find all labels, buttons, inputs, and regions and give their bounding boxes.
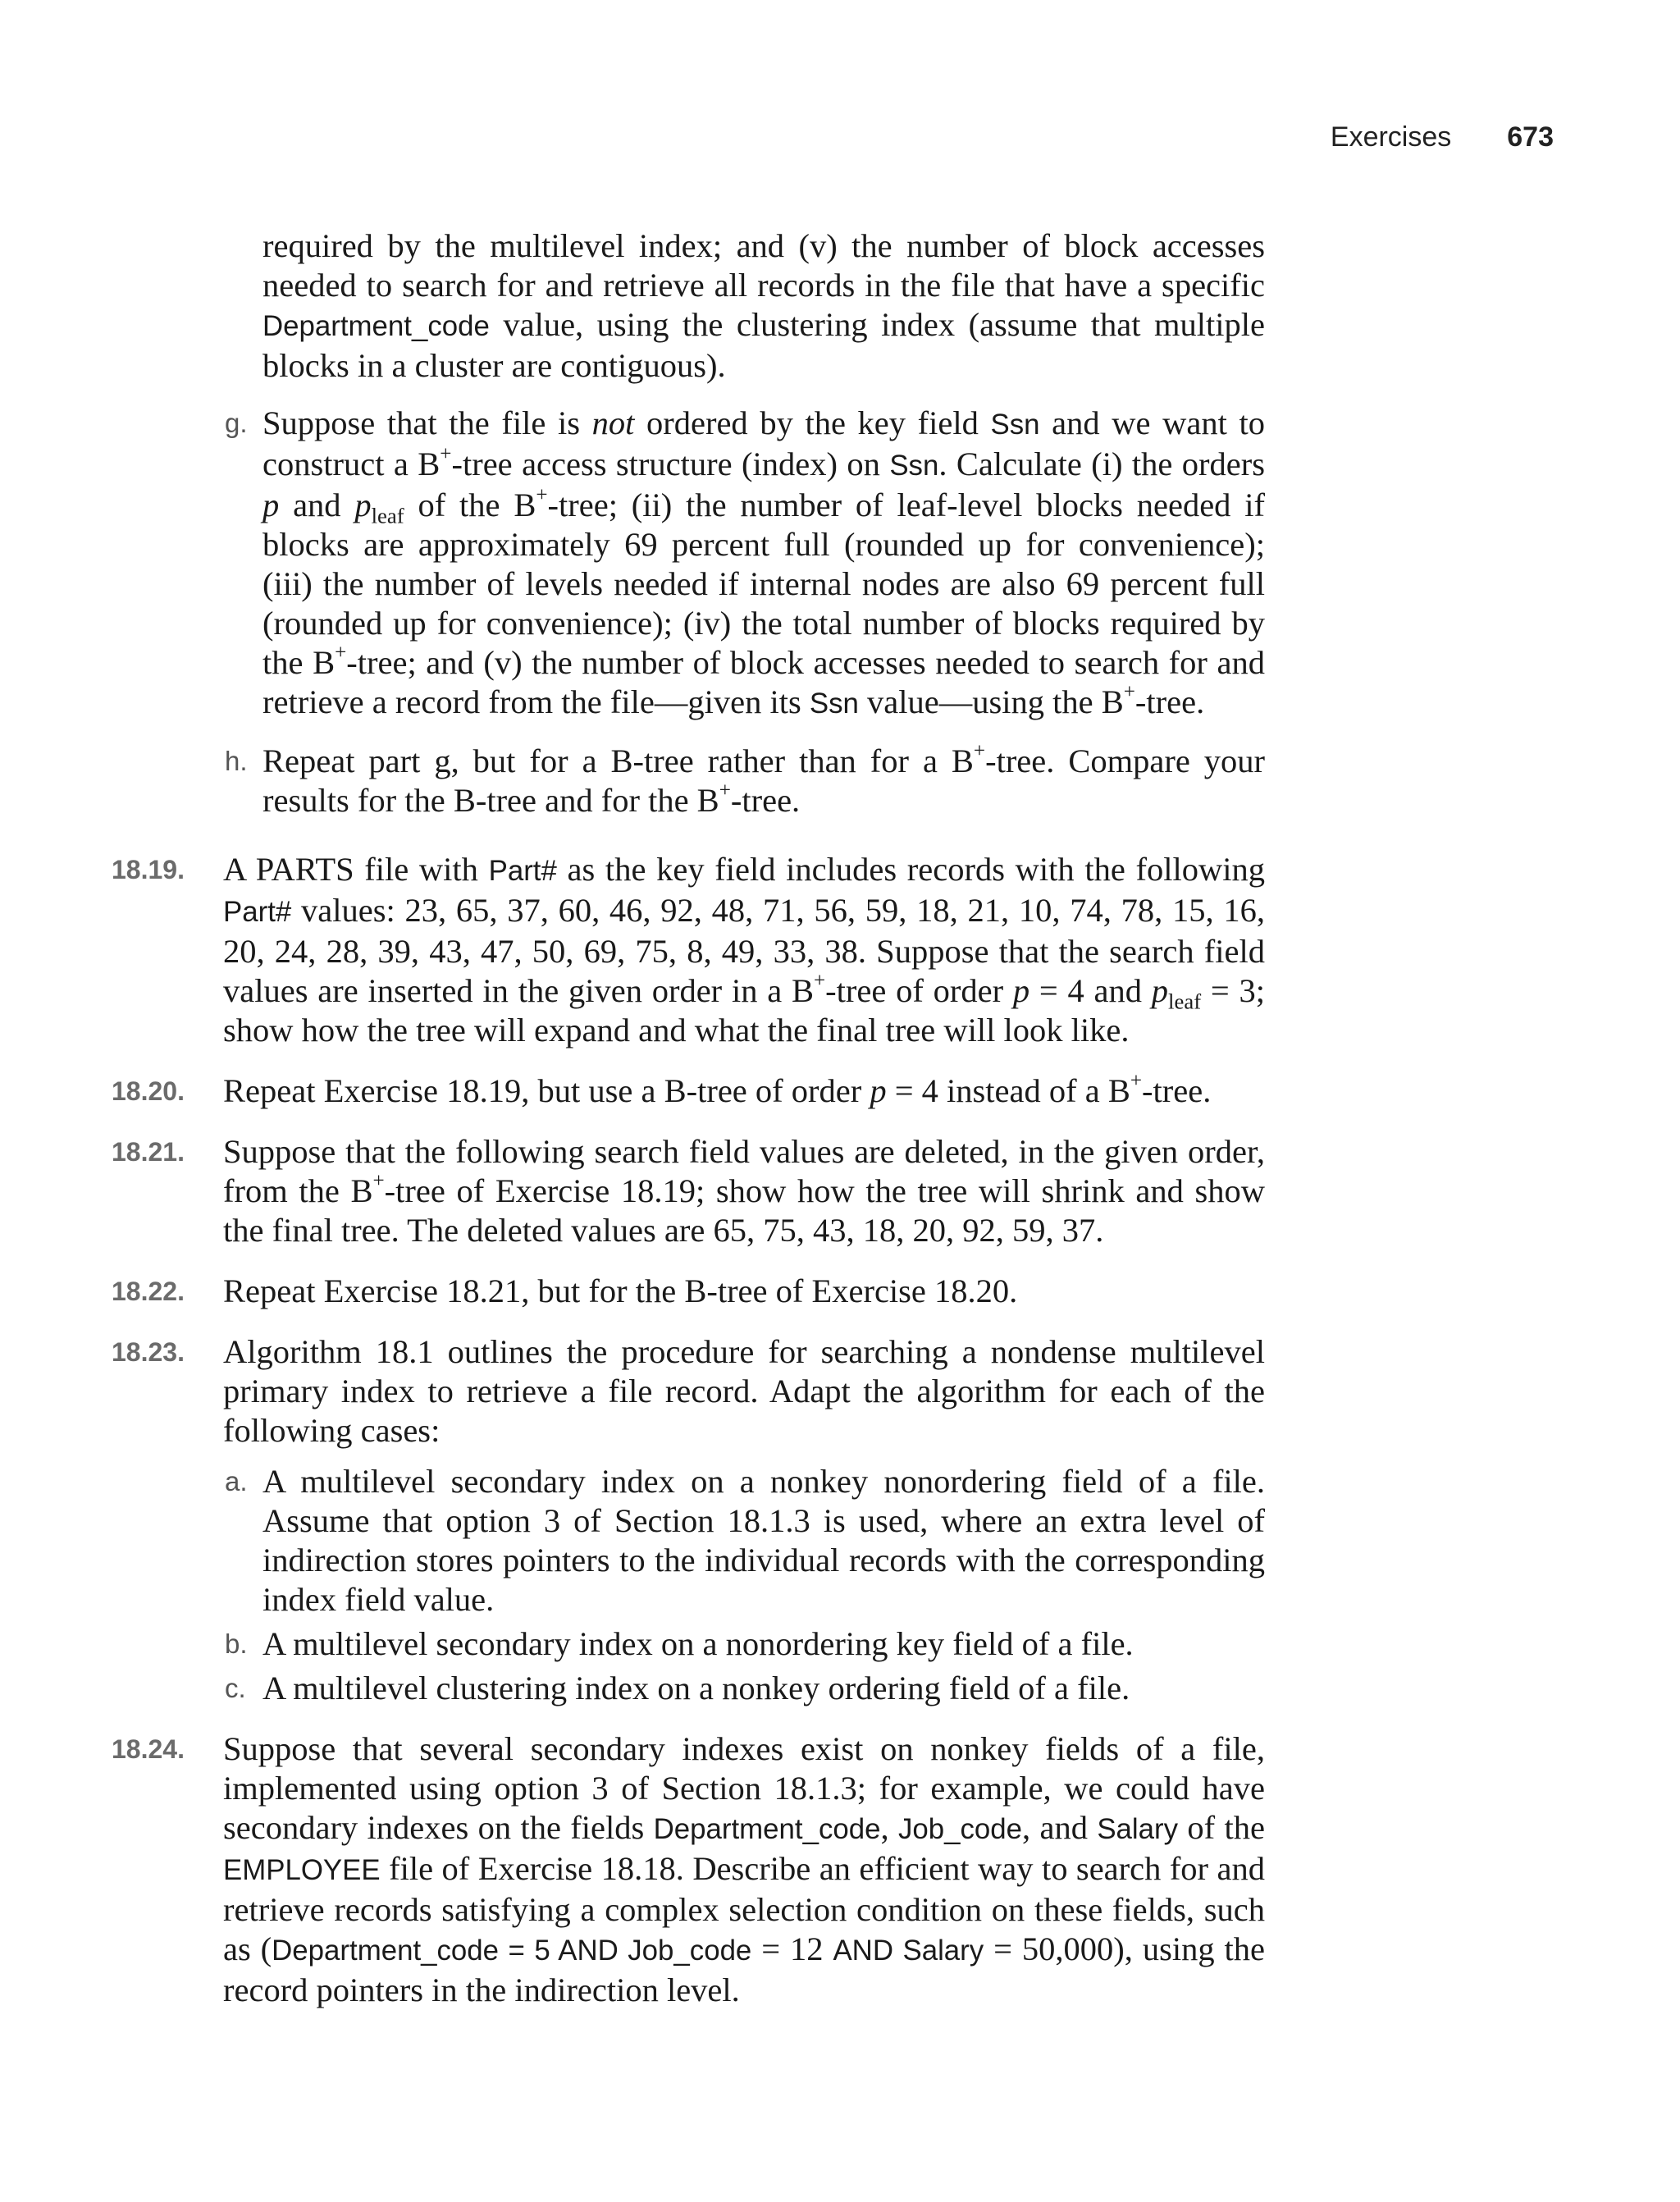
text-run: -tree. Compare your results for the B-tree and for the B: [262, 742, 1265, 819]
text-run: , and: [1022, 1809, 1098, 1846]
field-name: Department_code: [262, 310, 490, 342]
exercise-18-22: [112, 1272, 1265, 1311]
exercise-number: 18.24.: [112, 1734, 185, 1764]
text-run: -tree.: [1142, 1072, 1212, 1109]
text-run: -tree of Exercise 18.19; show how the tree will shrink and show the final tree. The deleted values are 65, 75, 43, 18, 20, 92, 59, 37.: [223, 1172, 1265, 1249]
exercise-number: 18.20.: [112, 1076, 185, 1106]
part-label: g.: [225, 408, 248, 438]
exercise-text: [223, 1071, 1265, 1111]
text-run: of the: [1178, 1809, 1265, 1846]
superscript: +: [1130, 1069, 1143, 1092]
page-body: [112, 226, 1265, 2010]
part-label: a.: [225, 1466, 248, 1496]
part-label: c.: [225, 1673, 246, 1703]
text-run: of the B: [404, 487, 536, 523]
exercise-text: [223, 1132, 1265, 1250]
text-run: = 50,000), using the record pointers in the indirection level.: [223, 1930, 1265, 2008]
superscript: +: [335, 641, 347, 664]
part-b: [217, 1624, 1265, 1664]
field-name: Salary: [1097, 1813, 1179, 1845]
text-run: and we want to construct a B: [262, 404, 1265, 482]
subscript: leaf: [371, 503, 404, 528]
text-run: and: [279, 487, 355, 523]
text-run: ordered by the key field: [634, 404, 991, 441]
subscript: leaf: [1168, 989, 1202, 1014]
field-name: Ssn: [809, 688, 859, 720]
superscript: +: [973, 739, 986, 762]
running-header: [1331, 121, 1554, 153]
text-run: A PARTS file with: [223, 851, 489, 888]
text-run: -tree.: [1134, 683, 1205, 720]
text-run: Repeat part g, but for a B-tree rather than for a B: [262, 742, 974, 779]
emphasis: not: [591, 404, 635, 441]
text-run: Suppose that the file is: [262, 404, 592, 441]
exercise-number: 18.21.: [112, 1137, 185, 1167]
field-name: Ssn: [889, 450, 939, 482]
text-run: ,: [880, 1809, 898, 1846]
text-run: = 4 instead of a B: [886, 1072, 1130, 1109]
field-name: Part#: [488, 855, 557, 887]
section-title: Exercises: [1330, 121, 1452, 153]
superscript: +: [814, 969, 826, 992]
part-h: [217, 739, 1265, 820]
text-run: required by the multilevel index; and (v) the number of block accesses needed to search for and retrieve all records in the file that have a specific: [262, 227, 1265, 304]
text-run: Suppose that the following search field values are deleted, in the given order, from the B: [223, 1133, 1265, 1209]
part-text: [262, 404, 1265, 724]
exercise-text: [223, 1729, 1265, 2010]
exercise-18-23: [112, 1332, 1265, 1708]
text-run: -tree access structure (index) on: [451, 445, 890, 482]
continuation-paragraph: [262, 226, 1265, 386]
text-run: -tree; and (v) the number of block accesses needed to search for and retrieve a record from the file—given its: [262, 644, 1265, 720]
text-run: Repeat Exercise 18.19, but use a B-tree of order: [223, 1072, 870, 1109]
part-g: [217, 404, 1265, 724]
exercise-number: 18.22.: [112, 1277, 185, 1306]
field-name: Part#: [223, 896, 292, 928]
field-name: Ssn: [990, 409, 1040, 441]
part-text: [262, 739, 1265, 820]
page-number: 673: [1507, 121, 1554, 153]
part-text: A multilevel secondary index on a nonordering key field of a file.: [262, 1625, 1134, 1662]
exercise-18-19: [112, 850, 1265, 1050]
superscript: +: [440, 442, 452, 465]
part-a: [217, 1462, 1265, 1620]
exercise-18-24: [112, 1729, 1265, 2010]
text-run: = 4 and: [1029, 972, 1152, 1009]
math-variable: p: [870, 1072, 887, 1109]
text-run: = 12: [751, 1930, 833, 1967]
superscript: +: [536, 483, 548, 506]
math-variable: p: [354, 487, 372, 523]
condition-expression: Department_code = 5 AND Job_code: [272, 1935, 752, 1967]
text-run: file of Exercise 18.18. Describe an efficient way to search for and retrieve records satisfying a complex selection condition on these fields, such as (: [223, 1850, 1265, 1967]
field-name: Department_code: [653, 1813, 881, 1845]
exercise-18-21: [112, 1132, 1265, 1250]
text-run: value, using the clustering index (assume that multiple blocks in a cluster are contiguous).: [262, 306, 1265, 384]
text-run: Suppose that several secondary indexes exist on nonkey fields of a file, implemented using option 3 of Section 18.1.3; for example, we could have secondary indexes on the fields: [223, 1730, 1265, 1846]
condition-expression: AND Salary: [833, 1935, 984, 1967]
exercise-number: 18.19.: [112, 855, 185, 884]
text-run: . Calculate (i) the orders: [938, 445, 1265, 482]
part-label: h.: [225, 746, 248, 776]
part-text: A multilevel clustering index on a nonkey ordering field of a file.: [262, 1670, 1130, 1706]
text-run: = 3; show how the tree will expand and what the final tree will look like.: [223, 972, 1265, 1048]
superscript: +: [719, 779, 731, 802]
field-name: Job_code: [897, 1813, 1023, 1845]
part-label: b.: [225, 1629, 248, 1659]
math-variable: p: [1151, 972, 1169, 1009]
superscript: +: [1123, 680, 1135, 703]
part-text: A multilevel secondary index on a nonkey nonordering field of a file. Assume that option 3 of Section 18.1.3 is used, where an extra level of indirection stores pointers to the individual records with the corresponding index field value.: [262, 1463, 1265, 1618]
exercise-text: Repeat Exercise 18.21, but for the B-tree of Exercise 18.20.: [223, 1272, 1018, 1309]
math-variable: p: [1012, 972, 1030, 1009]
exercise-number: 18.23.: [112, 1337, 185, 1367]
part-c: [217, 1669, 1265, 1708]
file-name: EMPLOYEE: [223, 1854, 381, 1886]
text-run: -tree; (ii) the number of leaf-level blocks needed if blocks are approximately 69 percent full (rounded up for convenience); (iii) the number of levels needed if internal nodes are also 69 percent full (rounded up for convenience); (iv) the total number of blocks required by the B: [262, 487, 1265, 681]
superscript: +: [372, 1169, 385, 1192]
text-run: -tree.: [730, 782, 801, 819]
text-run: as the key field includes records with the following: [556, 851, 1265, 888]
text-run: -tree of order: [825, 972, 1013, 1009]
exercise-18-20: [112, 1069, 1265, 1111]
exercise-text: [223, 850, 1265, 1050]
math-variable: p: [262, 487, 280, 523]
exercise-text: Algorithm 18.1 outlines the procedure for searching a nondense multilevel primary index to retrieve a file record. Adapt the algorithm for each of the following cases:: [223, 1333, 1265, 1449]
text-run: value—using the B: [858, 683, 1124, 720]
text-run: values: 23, 65, 37, 60, 46, 92, 48, 71, 56, 59, 18, 21, 10, 74, 78, 15, 16, 20, 24, 28, 39, 43, 47, 50, 69, 75, 8, 49, 33, 38. Suppose that the search field values are inserted in the given order in a B: [223, 892, 1265, 1009]
